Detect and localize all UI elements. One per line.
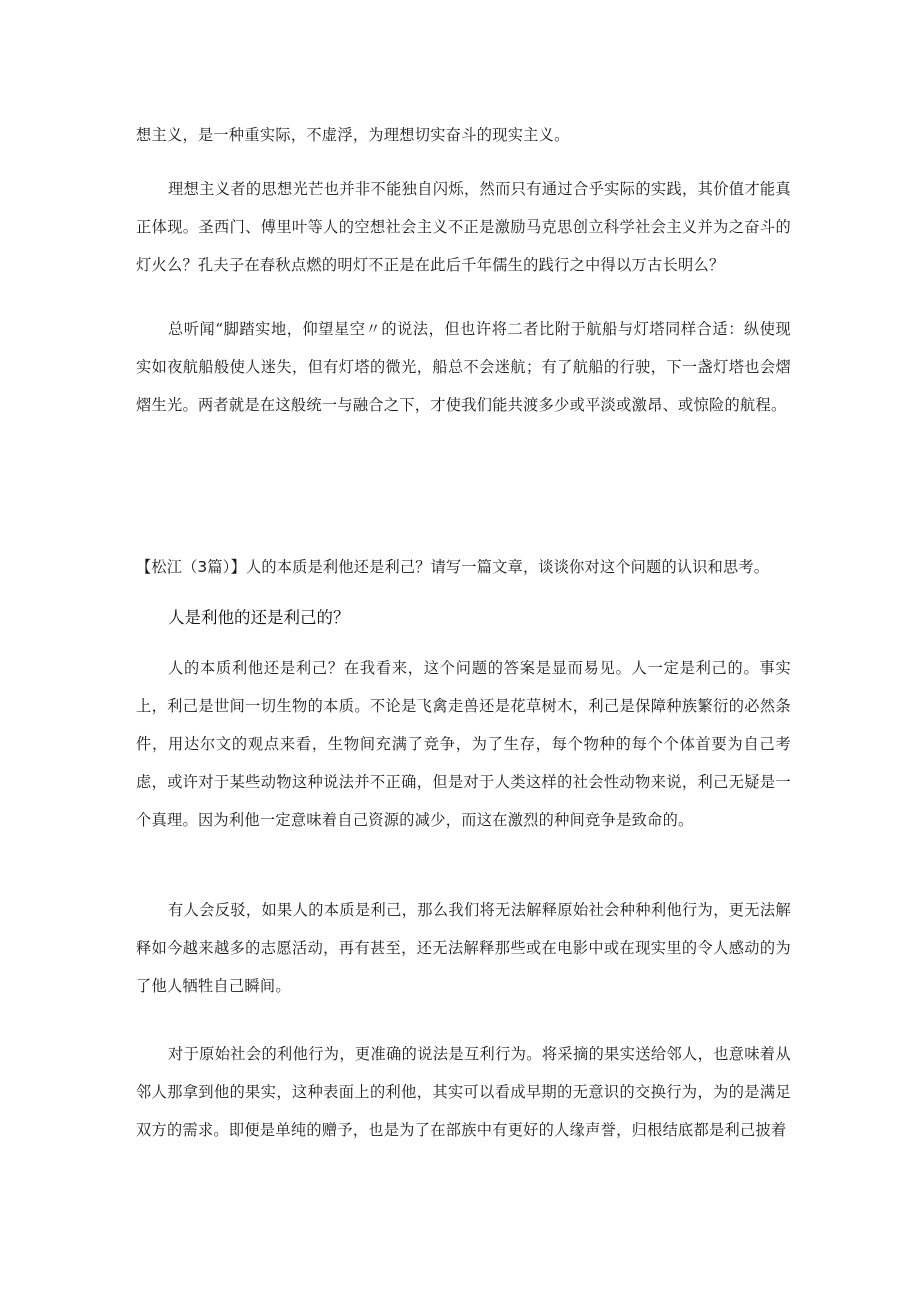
essay-paragraph-3: 对于原始社会的利他行为，更准确的说法是互利行为。将采摘的果实送给邻人，也意味着从邻人那拿到他的果实，这种表面上的利他，其实可以看成早期的无意识的交换行为，为的是满足双方的需求。即便是单纯的赠予，也是为了在部族中有更好的人缘声誉，归根结底都是利己披着 (136, 1045, 791, 1139)
paragraph-continuation: 想主义，是一种重实际，不虚浮，为理想切实奋斗的现实主义。 (136, 126, 570, 144)
prompt-text: 人的本质是利他还是利己？请写一篇文章，谈谈你对这个问题的认识和思考。 (245, 558, 770, 576)
paragraph-idealism-practice: 理想主义者的思想光芒也并非不能独自闪烁，然而只有通过合乎实际的实践，其价值才能真正体现。圣西门、傅里叶等人的空想社会主义不正是激励马克思创立科学社会主义并为之奋斗的灯火么？孔夫子在春秋点燃的明灯不正是在此后千年儒生的践行之中得以万古长明么？ (136, 180, 791, 274)
essay-prompt (136, 555, 796, 579)
paragraph-ship-lighthouse: 总听闻“脚踏实地，仰望星空〃的说法，但也许将二者比附于航船与灯塔同样合适：纵使现实如夜航船般使人迷失，但有灯塔的微光，船总不会迷航；有了航船的行驶，下一盏灯塔也会熠熠生光。两者就是在这般统一与融合之下，才使我们能共渡多少或平淡或激昂、或惊险的航程。 (136, 320, 791, 414)
essay-title: 人是利他的还是利己的？ (168, 608, 350, 627)
prompt-source-tag: 【松江（3篇）】 (136, 558, 246, 576)
essay-paragraph-1: 人的本质利他还是利己？在我看来，这个问题的答案是显而易见。人一定是利己的。事实上，利己是世间一切生物的本质。不论是飞禽走兽还是花草树木，利己是保障种族繁衍的必然条件，用达尔文的观点来看，生物间充满了竞争，为了生存，每个物种的每个个体首要为自己考虑，或许对于某些动物这种说法并不正确，但是对于人类这样的社会性动物来说，利己无疑是一个真理。因为利他一定意味着自己资源的减少，而这在激烈的种间竞争是致命的。 (136, 659, 791, 829)
essay-paragraph-2: 有人会反驳，如果人的本质是利己，那么我们将无法解释原始社会种种利他行为，更无法解释如今越来越多的志愿活动，再有甚至，还无法解释那些或在电影中或在现实里的令人感动的为了他人牺牲自己瞬间。 (136, 901, 791, 995)
